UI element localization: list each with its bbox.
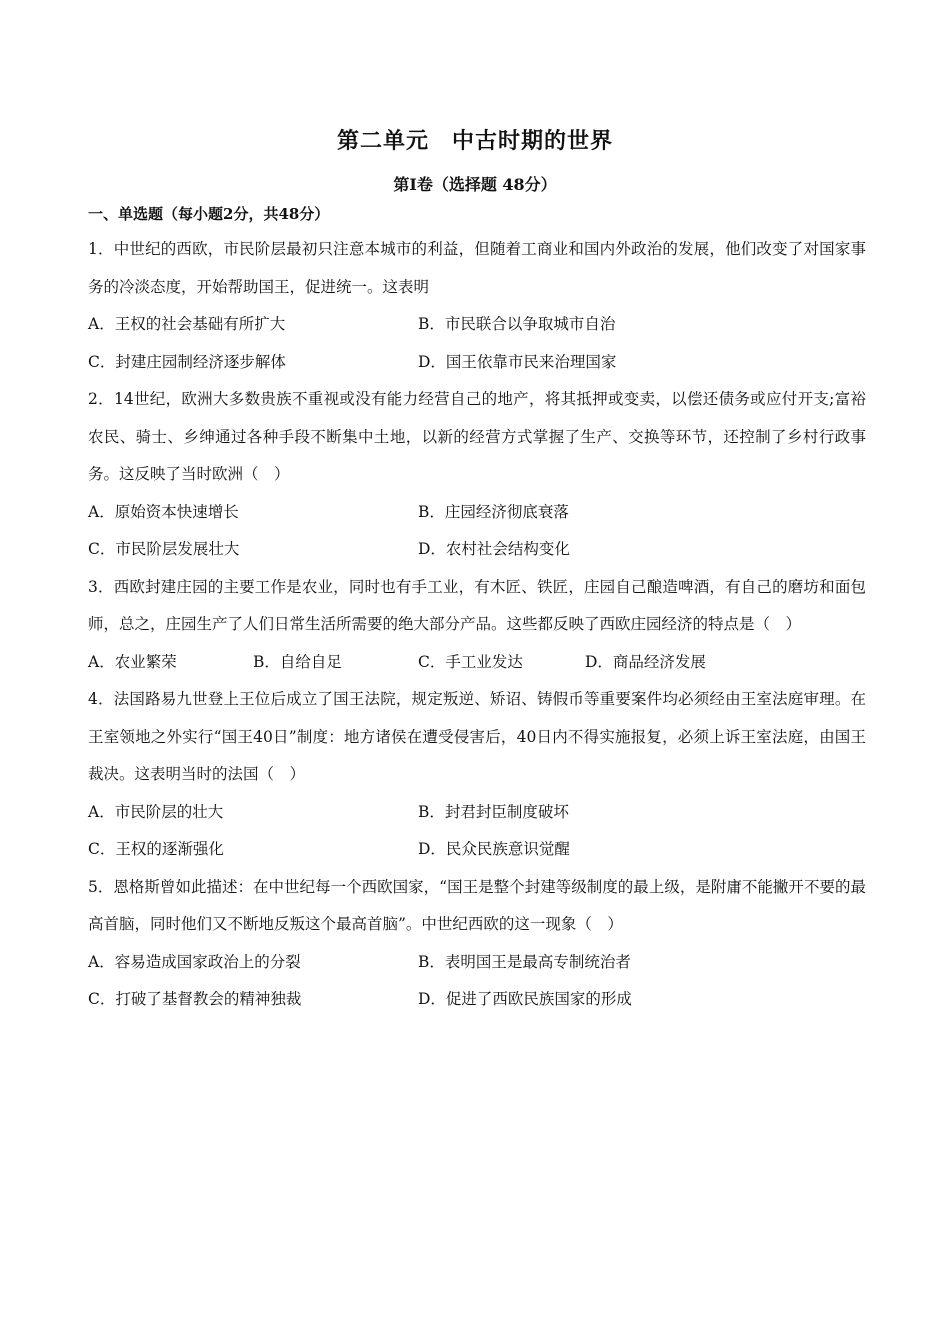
question-2 bbox=[88, 381, 866, 569]
option-c: C．封建庄园制经济逐步解体 bbox=[88, 352, 286, 371]
question-5 bbox=[88, 869, 866, 1019]
paper-subtitle: 第Ⅰ卷（选择题 48分） bbox=[393, 175, 557, 194]
question-stem: 1．中世纪的西欧，市民阶层最初只注意本城市的利益，但随着工商业和国内外政治的发展，他们改变了对国家事务的冷淡态度，开始帮助国王，促进统一。这表明 bbox=[88, 240, 866, 296]
option-d: D．促进了西欧民族国家的形成 bbox=[418, 990, 632, 1008]
question-3 bbox=[88, 569, 866, 682]
question-1 bbox=[88, 231, 866, 381]
option-d: D．商品经济发展 bbox=[585, 652, 706, 671]
question-stem: 5．恩格斯曾如此描述：在中世纪每一个西欧国家，“国王是整个封建等级制度的最上级，是附庸不能撇开不要的最高首脑，同时他们又不断地反叛这个最高首脑”。中世纪西欧的这一现象（ ） bbox=[88, 877, 866, 933]
option-d: D．民众民族意识觉醒 bbox=[418, 840, 570, 858]
option-a: A．王权的社会基础有所扩大 bbox=[88, 315, 286, 333]
option-d: D．农村社会结构变化 bbox=[418, 540, 570, 558]
option-c: C．打破了基督教会的精神独裁 bbox=[88, 990, 302, 1008]
option-a: A．容易造成国家政治上的分裂 bbox=[88, 952, 301, 971]
option-a: A．市民阶层的壮大 bbox=[88, 802, 224, 821]
question-list bbox=[88, 231, 866, 1019]
option-c: C．王权的逐渐强化 bbox=[88, 840, 224, 858]
option-a: A．农业繁荣 bbox=[88, 652, 177, 671]
option-b: B．市民联合以争取城市自治 bbox=[418, 315, 616, 333]
option-c: C．手工业发达 bbox=[418, 652, 523, 671]
option-d: D．国王依靠市民来治理国家 bbox=[418, 352, 617, 371]
option-c: C．市民阶层发展壮大 bbox=[88, 540, 240, 558]
question-stem: 2．14世纪，欧洲大多数贵族不重视或没有能力经营自己的地产，将其抵押或变卖，以偿还债务或应付开支;富裕农民、骑士、乡绅通过各种手段不断集中土地，以新的经营方式掌握了生产、交换等环节，还控制了乡村行政事务。这反映了当时欧洲（ ） bbox=[88, 390, 866, 483]
option-b: B．庄园经济彻底衰落 bbox=[418, 502, 569, 521]
option-list bbox=[88, 644, 866, 682]
option-b: B．表明国王是最高专制统治者 bbox=[418, 952, 631, 971]
question-4 bbox=[88, 681, 866, 869]
question-stem: 3．西欧封建庄园的主要工作是农业，同时也有手工业，有木匠、铁匠，庄园自己酿造啤酒，有自己的磨坊和面包师，总之，庄园生产了人们日常生活所需要的绝大部分产品。这些都反映了西欧庄园经济的特点是（ ） bbox=[88, 577, 866, 633]
option-list bbox=[88, 494, 866, 569]
option-list bbox=[88, 794, 866, 869]
option-a: A．原始资本快速增长 bbox=[88, 502, 239, 521]
question-stem: 4．法国路易九世登上王位后成立了国王法院，规定叛逆、矫诏、铸假币等重要案件均必须经由王室法庭审理。在王室领地之外实行“国王40日”制度：地方诸侯在遭受侵害后，40日内不得实施报复，必须上诉王室法庭，由国王裁决。这表明当时的法国（ ） bbox=[88, 690, 866, 783]
option-b: B．封君封臣制度破坏 bbox=[418, 802, 569, 821]
option-list bbox=[88, 944, 866, 1019]
option-list bbox=[88, 306, 866, 381]
unit-title: 第二单元 中古时期的世界 bbox=[336, 128, 613, 154]
option-b: B．自给自足 bbox=[253, 652, 342, 671]
section-heading: 一、单选题（每小题2分，共48分） bbox=[88, 205, 330, 223]
